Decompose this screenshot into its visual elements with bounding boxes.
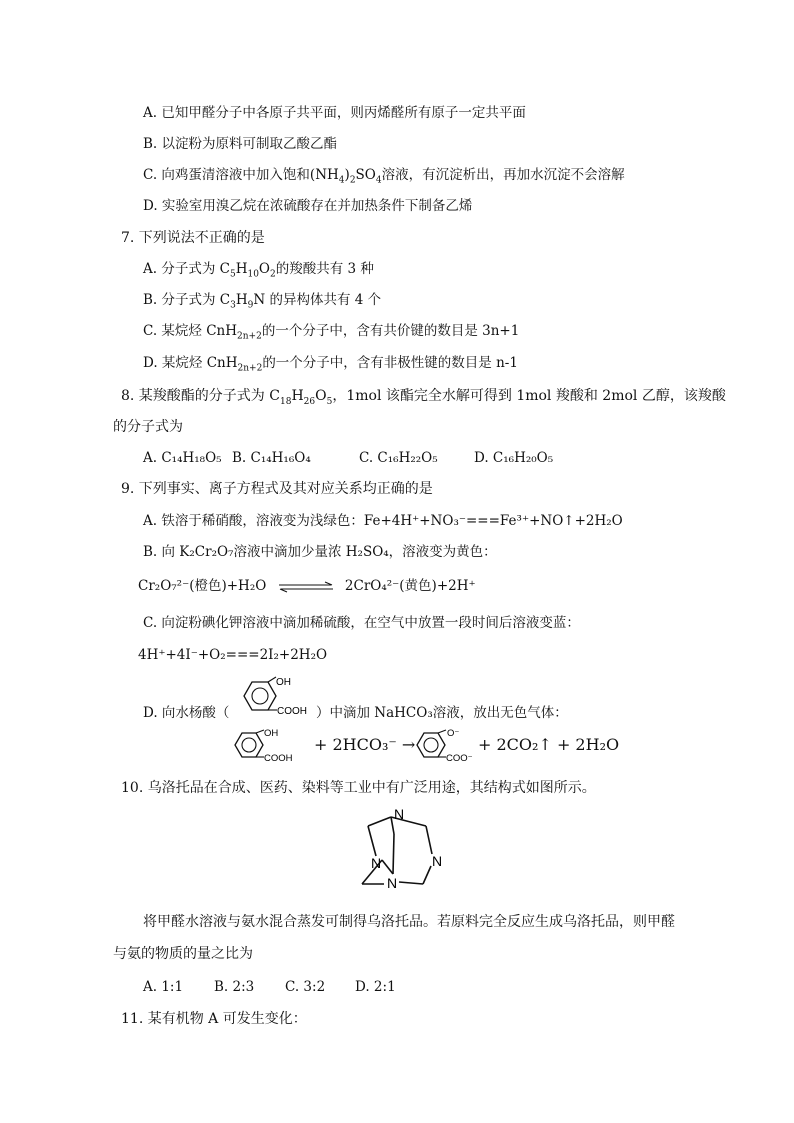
q10-stem: 10. 乌洛托品在合成、医药、染料等工业中有广泛用途，其结构式如图所示。 bbox=[121, 780, 596, 796]
cooh-label: COOH bbox=[277, 706, 307, 717]
q9-option-a: A. 铁溶于稀硝酸，溶液变为浅绿色：Fe+4H⁺+NO₃⁻===Fe³⁺+NO↑+2H₂O bbox=[143, 513, 623, 529]
q9-option-c: C. 向淀粉碘化钾溶液中滴加稀硫酸，在空气中放置一段时间后溶液变蓝： bbox=[143, 615, 580, 631]
q7-option-b: B. 分子式为 $C_3H_9N$ 的异构体共有 4 个 bbox=[143, 292, 382, 311]
q7-stem: 7. 下列说法不正确的是 bbox=[121, 230, 265, 246]
q10-option-a: A. 1:1 bbox=[143, 979, 184, 995]
q10-body-line2: 与氨的物质的量之比为 bbox=[113, 946, 253, 962]
q10-option-c: C. 3:2 bbox=[285, 979, 326, 995]
q11-stem: 11. 某有机物 A 可发生变化： bbox=[121, 1011, 307, 1027]
q6-option-c: C. 向鸡蛋清溶液中加入饱和$(NH_4)_2SO_4$溶液，有沉淀析出，再加水沉淀不会溶解 bbox=[143, 167, 625, 186]
q9-d-reagents: + 2HCO₃⁻ → bbox=[314, 735, 416, 754]
q6-option-d: D. 实验室用溴乙烷在浓硫酸存在并加热条件下制备乙烯 bbox=[143, 198, 473, 214]
q7-option-d: D. 某烷烃 CnH$_{2n+2}$的一个分子中，含有非极性键的数目是 n-1 bbox=[143, 355, 518, 374]
salicylic-acid-structure bbox=[232, 676, 312, 722]
q6-option-a: A. 已知甲醛分子中各原子共平面，则丙烯醛所有原子一定共平面 bbox=[143, 105, 526, 121]
q9-d-products: + 2CO₂↑ + 2H₂O bbox=[478, 735, 620, 754]
n-atom-bottom: N bbox=[387, 875, 398, 891]
equilibrium-arrow-icon bbox=[277, 581, 335, 593]
q8-option-b: B. C₁₄H₁₆O₄ bbox=[232, 450, 311, 466]
q9-option-d: D. 向水杨酸（ bbox=[143, 705, 230, 721]
q9-b-equation: Cr₂O₇²⁻(橙色)+H₂O 2CrO₄²⁻(黄色)+2H⁺ bbox=[138, 578, 476, 594]
n-atom-right: N bbox=[432, 853, 443, 869]
n-atom-left: N bbox=[371, 855, 382, 871]
q10-option-b: B. 2:3 bbox=[214, 979, 255, 995]
q8-option-c: C. C₁₆H₂₂O₅ bbox=[359, 450, 438, 466]
q8-option-d: D. C₁₆H₂₀O₅ bbox=[474, 450, 554, 466]
salicylic-acid-reactant bbox=[228, 728, 308, 764]
cooh-label: COOH bbox=[264, 753, 293, 764]
q7-option-c: C. 某烷烃 CnH$_{2n+2}$的一个分子中，含有共价键的数目是 3n+1 bbox=[143, 323, 520, 342]
urotropine-structure bbox=[346, 804, 450, 898]
q8-stem-line1: 8. 某羧酸酯的分子式为 $C_{18}H_{26}O_5$，1mol 该酯完全水解可得到 1mol 羧酸和 2mol 乙醇，该羧酸 bbox=[121, 388, 726, 407]
q7-option-a: A. 分子式为 $C_5H_{10}O_2$的羧酸共有 3 种 bbox=[143, 261, 374, 280]
q9-option-b: B. 向 K₂Cr₂O₇溶液中滴加少量浓 H₂SO₄，溶液变为黄色： bbox=[143, 544, 497, 560]
q8-option-a: A. C₁₄H₁₈O₅ bbox=[143, 450, 222, 466]
q8-stem-line2: 的分子式为 bbox=[113, 419, 183, 435]
coo-minus-label: COO⁻ bbox=[446, 753, 473, 764]
oh-label: OH bbox=[264, 728, 279, 739]
oh-label: OH bbox=[276, 677, 291, 688]
q10-body-line1: 将甲醛水溶液与氨水混合蒸发可制得乌洛托品。若原料完全反应生成乌洛托品，则甲醛 bbox=[143, 914, 675, 930]
q10-option-d: D. 2:1 bbox=[355, 979, 396, 995]
n-atom-top: N bbox=[394, 806, 405, 822]
o-minus-label: O⁻ bbox=[447, 728, 460, 739]
q9-c-equation: 4H⁺+4I⁻+O₂===2I₂+2H₂O bbox=[138, 647, 328, 663]
q9-option-d-tail: ）中滴加 NaHCO₃溶液，放出无色气体： bbox=[316, 705, 568, 721]
q9-stem: 9. 下列事实、离子方程式及其对应关系均正确的是 bbox=[121, 481, 433, 497]
q6-option-b: B. 以淀粉为原料可制取乙酸乙酯 bbox=[143, 136, 338, 152]
